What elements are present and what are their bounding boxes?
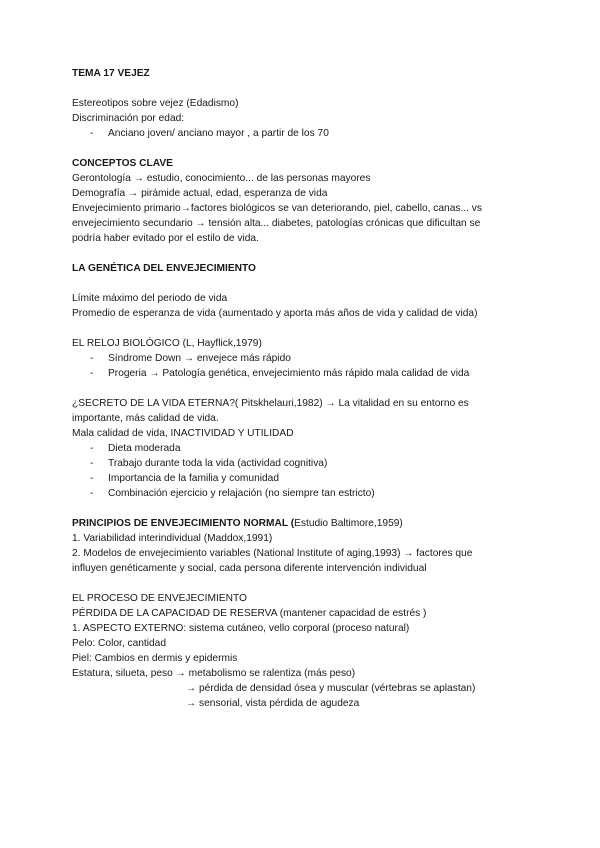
document-page [72, 66, 532, 711]
heading-plain-part: Estudio Baltimore,1959) [294, 518, 403, 529]
text-line: 1. ASPECTO EXTERNO: sistema cutáneo, vello corporal (proceso natural) [72, 623, 410, 634]
text-line: Promedio de esperanza de vida (aumentado y aporta más años de vida y calidad de vida) [72, 308, 478, 319]
text-line: Mala calidad de vida, INACTIVIDAD Y UTILIDAD [72, 428, 294, 439]
section-heading: CONCEPTOS CLAVE [72, 158, 173, 169]
section-heading: LA GENÉTICA DEL ENVEJECIMIENTO [72, 263, 256, 274]
text-line: Pelo: Color, cantidad [72, 638, 167, 649]
bullet-item: - Dieta moderada [72, 441, 532, 456]
section-heading [72, 516, 532, 531]
text-line: Piel: Cambios en dermis y epidermis [72, 653, 238, 664]
text-line: Estatura, silueta, peso → metabolismo se ralentiza (más peso) [72, 668, 356, 679]
text-line: ¿SECRETO DE LA VIDA ETERNA?( Pitskhelauri,1982) → La vitalidad en su entorno es [72, 398, 469, 409]
text-line: Estereotipos sobre vejez (Edadismo) [72, 98, 239, 109]
text-line: influyen genéticamente y social, cada persona diferente intervención individual [72, 563, 427, 574]
bullet-item: - Importancia de la familia y comunidad [72, 471, 532, 486]
text-line: Demografía → pirámide actual, edad, esperanza de vida [72, 188, 328, 199]
text-line: PÉRDIDA DE LA CAPACIDAD DE RESERVA (mantener capacidad de estrés ) [72, 608, 427, 619]
text-line: 2. Modelos de envejecimiento variables (National Institute of aging,1993) → factores que [72, 548, 473, 559]
text-line: podría haber evitado por el estilo de vida. [72, 233, 259, 244]
indented-line: → sensorial, vista pérdida de agudeza [186, 698, 360, 709]
text-line: Discriminación por edad: [72, 113, 185, 124]
bullet-item: - Progeria → Patología genética, envejecimiento más rápido mala calidad de vida [72, 366, 532, 381]
section-heading: EL RELOJ BIOLÓGICO (L, Hayflick,1979) [72, 338, 262, 349]
text-line: Límite máximo del periodo de vida [72, 293, 228, 304]
heading-bold-part: PRINCIPIOS DE ENVEJECIMIENTO NORMAL ( [72, 518, 295, 529]
text-line: Gerontología → estudio, conocimiento... de las personas mayores [72, 173, 371, 184]
bullet-item: - Combinación ejercicio y relajación (no siempre tan estricto) [72, 486, 532, 501]
indented-line: → pérdida de densidad ósea y muscular (vértebras se aplastan) [186, 683, 476, 694]
text-line: Envejecimiento primario→factores biológicos se van deteriorando, piel, cabello, canas... vs [72, 203, 482, 214]
document-title: TEMA 17 VEJEZ [72, 68, 150, 79]
bullet-item: - Síndrome Down → envejece más rápido [72, 351, 532, 366]
bullet-item: - Trabajo durante toda la vida (actividad cognitiva) [72, 456, 532, 471]
text-line: envejecimiento secundario → tensión alta... diabetes, patologías crónicas que dificultan se [72, 218, 481, 229]
text-line: 1. Variabilidad interindividual (Maddox,1991) [72, 533, 273, 544]
section-heading: EL PROCESO DE ENVEJECIMIENTO [72, 593, 247, 604]
text-line: importante, más calidad de vida. [72, 413, 219, 424]
bullet-item: - Anciano joven/ anciano mayor , a partir de los 70 [72, 126, 532, 141]
